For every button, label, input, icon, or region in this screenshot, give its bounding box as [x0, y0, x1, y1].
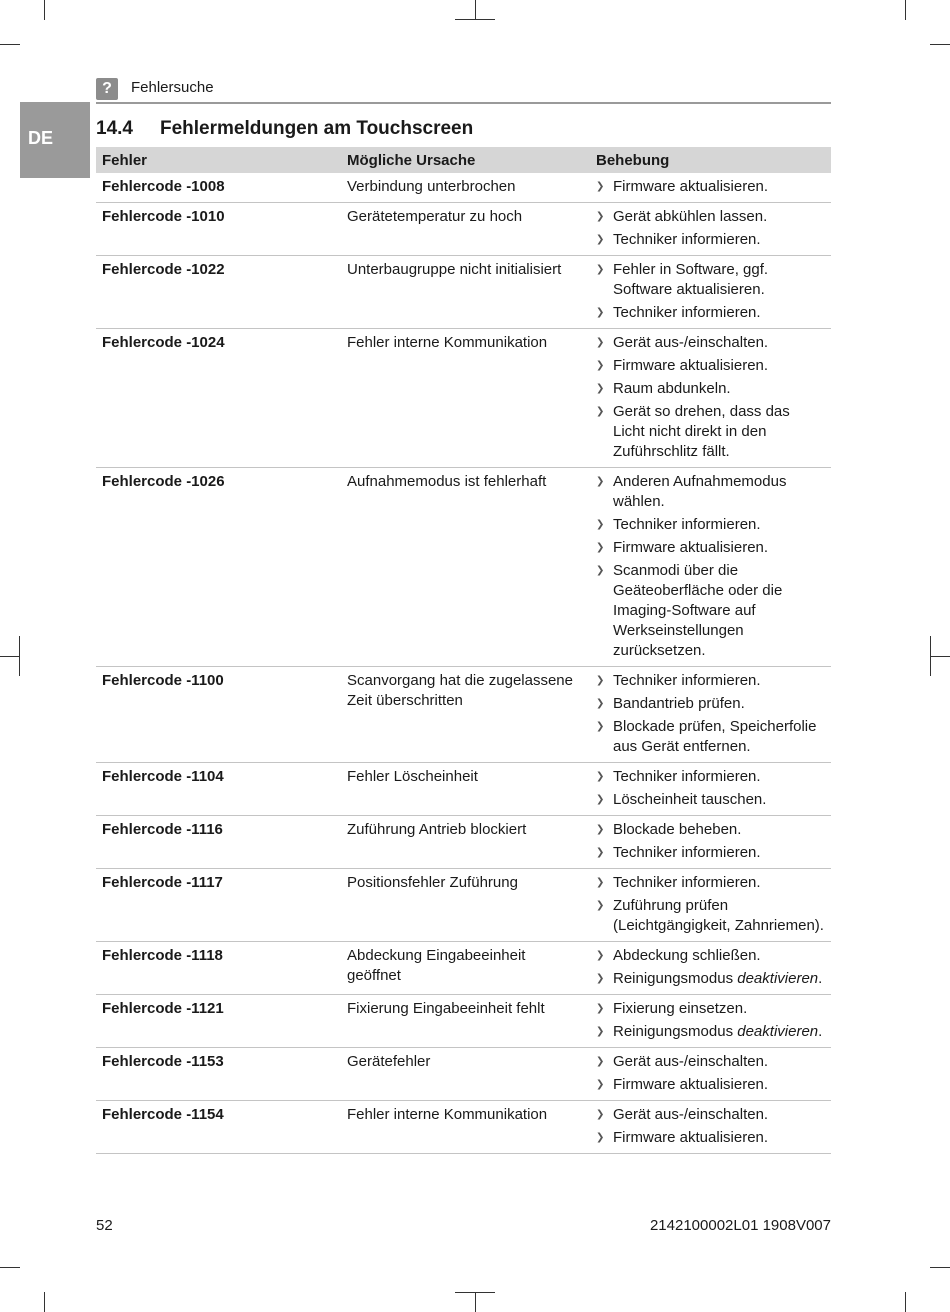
remedy-item: ❯ Firmware aktualisieren.: [596, 1075, 825, 1095]
table-row: [96, 256, 831, 329]
table-row: [96, 869, 831, 942]
error-code-cell: Fehlercode -1008: [96, 173, 341, 203]
crop-mark: [930, 44, 950, 45]
remedy-item: ❯ Techniker informieren.: [596, 767, 825, 787]
remedy-cell: [590, 256, 831, 329]
error-code-cell: Fehlercode -1026: [96, 468, 341, 667]
remedy-item: ❯ Reinigungsmodus deaktivieren.: [596, 1022, 825, 1042]
section-heading: [96, 118, 473, 140]
cause-cell: Fixierung Eingabeeinheit fehlt: [341, 995, 590, 1048]
remedy-list: [596, 767, 825, 810]
remedy-item: ❯ Techniker informieren.: [596, 230, 825, 250]
language-label: DE: [28, 128, 54, 148]
remedy-item: ❯ Techniker informieren.: [596, 671, 825, 691]
remedy-item: ❯ Zuführung prüfen (Leichtgängigkeit, Zahnriemen).: [596, 896, 825, 936]
remedy-cell: [590, 995, 831, 1048]
header-section-label: Fehlersuche: [131, 79, 214, 96]
table-row: [96, 203, 831, 256]
remedy-item: ❯ Firmware aktualisieren.: [596, 1128, 825, 1148]
remedy-cell: [590, 667, 831, 763]
cause-cell: Zuführung Antrieb blockiert: [341, 816, 590, 869]
document-id: 2142100002L01 1908V007: [649, 1217, 831, 1234]
cause-cell: Abdeckung Eingabeeinheit geöffnet: [341, 942, 590, 995]
cause-cell: Fehler interne Kommunikation: [341, 329, 590, 468]
table-row: [96, 816, 831, 869]
remedy-item: ❯ Blockade beheben.: [596, 820, 825, 840]
crop-mark: [930, 656, 950, 657]
error-code-cell: Fehlercode -1121: [96, 995, 341, 1048]
table-row: [96, 667, 831, 763]
crop-mark: [0, 44, 20, 45]
crop-mark: [905, 1292, 906, 1312]
remedy-cell: [590, 816, 831, 869]
remedy-item: ❯ Reinigungsmodus deaktivieren.: [596, 969, 825, 989]
section-title: Fehlermeldungen am Touchscreen: [160, 118, 474, 139]
crop-mark: [455, 1292, 495, 1293]
remedy-item: ❯ Fehler in Software, ggf. Software aktualisieren.: [596, 260, 825, 300]
remedy-item: ❯ Techniker informieren.: [596, 303, 825, 323]
cause-cell: Gerätetemperatur zu hoch: [341, 203, 590, 256]
remedy-item: ❯ Scanmodi über die Geäteoberfläche oder die Imaging-Software auf Werkseinstellungen zurücksetzen.: [596, 561, 825, 661]
crop-mark: [0, 1267, 20, 1268]
crop-mark: [475, 0, 476, 20]
crop-mark: [930, 1267, 950, 1268]
remedy-item: ❯ Gerät abkühlen lassen.: [596, 207, 825, 227]
remedy-cell: [590, 203, 831, 256]
remedy-item: ❯ Gerät so drehen, dass das Licht nicht direkt in den Zuführschlitz fällt.: [596, 402, 825, 462]
column-header-cause: Mögliche Ursache: [341, 147, 590, 173]
remedy-item: ❯ Löscheinheit tauschen.: [596, 790, 825, 810]
error-code-cell: Fehlercode -1117: [96, 869, 341, 942]
remedy-list: [596, 333, 825, 462]
remedy-item: ❯ Abdeckung schließen.: [596, 946, 825, 966]
remedy-item: ❯ Firmware aktualisieren.: [596, 356, 825, 376]
running-header: [96, 76, 831, 104]
remedy-item: ❯ Techniker informieren.: [596, 843, 825, 863]
remedy-item: ❯ Gerät aus-/einschalten.: [596, 1105, 825, 1125]
remedy-list: [596, 999, 825, 1042]
remedy-item: ❯ Firmware aktualisieren.: [596, 177, 825, 197]
error-code-cell: Fehlercode -1024: [96, 329, 341, 468]
remedy-list: [596, 671, 825, 757]
question-mark-icon: ?: [96, 78, 118, 100]
table-body: [96, 173, 831, 1154]
remedy-item: ❯ Blockade prüfen, Speicherfolie aus Gerät entfernen.: [596, 717, 825, 757]
column-header-error: Fehler: [96, 147, 341, 173]
cause-cell: Positionsfehler Zuführung: [341, 869, 590, 942]
remedy-item: ❯ Bandantrieb prüfen.: [596, 694, 825, 714]
column-header-remedy: Behebung: [590, 147, 831, 173]
remedy-item: ❯ Gerät aus-/einschalten.: [596, 1052, 825, 1072]
remedy-list: [596, 472, 825, 661]
cause-cell: Aufnahmemodus ist fehlerhaft: [341, 468, 590, 667]
language-tab: [20, 102, 90, 178]
table-row: [96, 1101, 831, 1154]
table-row: [96, 468, 831, 667]
remedy-list: [596, 946, 825, 989]
remedy-list: [596, 260, 825, 323]
table-header-row: [96, 147, 831, 173]
remedy-item: ❯ Raum abdunkeln.: [596, 379, 825, 399]
remedy-list: [596, 820, 825, 863]
section-number: 14.4: [96, 118, 133, 139]
cause-cell: Scanvorgang hat die zugelassene Zeit überschritten: [341, 667, 590, 763]
table-row: [96, 763, 831, 816]
error-table: [96, 147, 831, 1154]
table-row: [96, 1048, 831, 1101]
remedy-cell: [590, 1048, 831, 1101]
error-code-cell: Fehlercode -1010: [96, 203, 341, 256]
remedy-cell: [590, 763, 831, 816]
remedy-list: [596, 1105, 825, 1148]
remedy-list: [596, 873, 825, 936]
table-row: [96, 942, 831, 995]
remedy-cell: [590, 869, 831, 942]
crop-mark: [0, 656, 20, 657]
remedy-item: ❯ Fixierung einsetzen.: [596, 999, 825, 1019]
table-row: [96, 329, 831, 468]
table-row: [96, 995, 831, 1048]
error-code-cell: Fehlercode -1154: [96, 1101, 341, 1154]
error-code-cell: Fehlercode -1022: [96, 256, 341, 329]
remedy-list: [596, 177, 825, 197]
cause-cell: Unterbaugruppe nicht initialisiert: [341, 256, 590, 329]
remedy-list: [596, 1052, 825, 1095]
error-code-cell: Fehlercode -1118: [96, 942, 341, 995]
cause-cell: Fehler Löscheinheit: [341, 763, 590, 816]
error-code-cell: Fehlercode -1116: [96, 816, 341, 869]
cause-cell: Verbindung unterbrochen: [341, 173, 590, 203]
remedy-list: [596, 207, 825, 250]
error-code-cell: Fehlercode -1100: [96, 667, 341, 763]
remedy-item: ❯ Gerät aus-/einschalten.: [596, 333, 825, 353]
crop-mark: [44, 0, 45, 20]
crop-mark: [905, 0, 906, 20]
remedy-cell: [590, 942, 831, 995]
remedy-item: ❯ Techniker informieren.: [596, 873, 825, 893]
cause-cell: Fehler interne Kommunikation: [341, 1101, 590, 1154]
remedy-cell: [590, 1101, 831, 1154]
table-row: [96, 173, 831, 203]
remedy-cell: [590, 468, 831, 667]
crop-mark: [455, 19, 495, 20]
remedy-cell: [590, 173, 831, 203]
remedy-item: ❯ Techniker informieren.: [596, 515, 825, 535]
error-code-cell: Fehlercode -1153: [96, 1048, 341, 1101]
remedy-item: ❯ Firmware aktualisieren.: [596, 538, 825, 558]
cause-cell: Gerätefehler: [341, 1048, 590, 1101]
crop-mark: [475, 1292, 476, 1312]
error-code-cell: Fehlercode -1104: [96, 763, 341, 816]
remedy-item: ❯ Anderen Aufnahmemodus wählen.: [596, 472, 825, 512]
page-number: 52: [96, 1217, 113, 1234]
remedy-cell: [590, 329, 831, 468]
crop-mark: [44, 1292, 45, 1312]
